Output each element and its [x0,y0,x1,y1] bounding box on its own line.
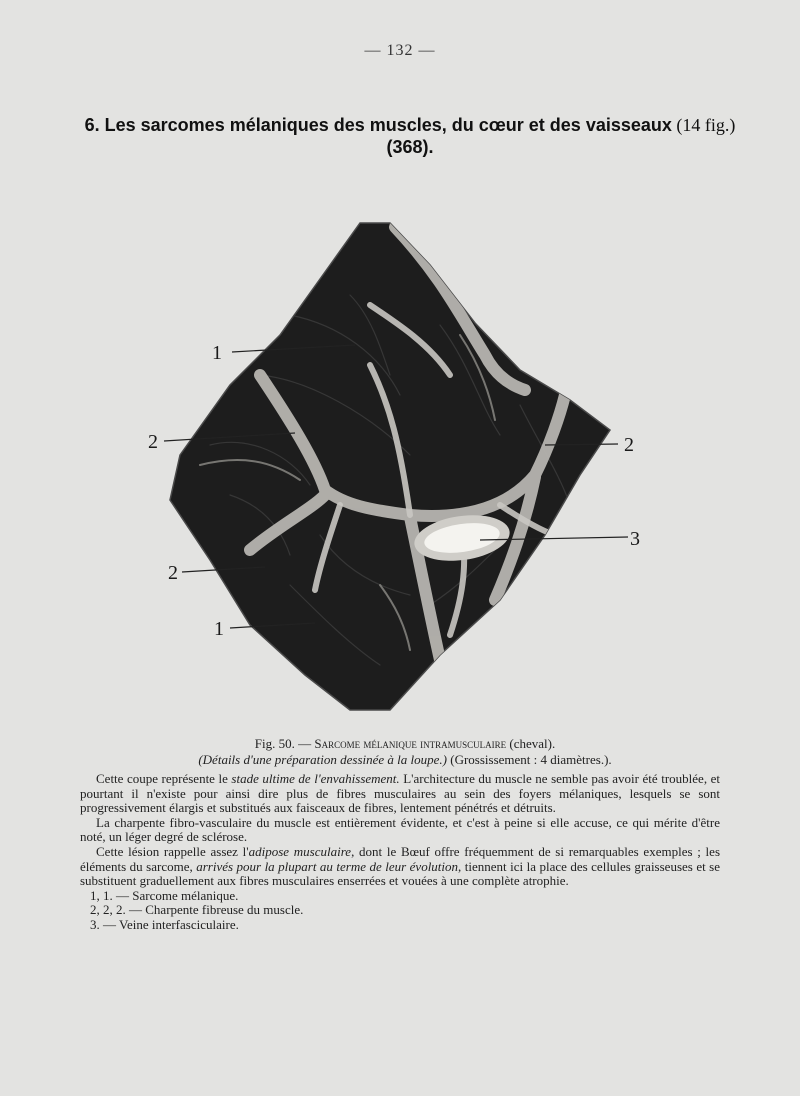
heading-reference: (368). [386,137,434,157]
label-2-left-lower: 2 [168,562,178,584]
heading-figure-count: (14 fig.) [676,115,736,135]
histology-illustration [140,205,660,725]
legend-item-2: 2, 2, 2. — Charpente fibreuse du muscle. [90,902,304,918]
heading-title: 6. Les sarcomes mélaniques des muscles, du cœur et des vaisseaux [84,115,672,135]
caption-details: (Détails d'une préparation dessinée à la loupe.) [198,752,448,767]
label-1-bottom: 1 [214,618,224,640]
paragraph-2: La charpente fibro-vasculaire du muscle est entièrement évidente, et c'est à peine si elle accuse, ce qui mérite d'être noté, un léger degré de sclérose. [80,814,720,845]
label-3: 3 [630,528,640,550]
caption-line-1 [80,736,730,752]
legend-item-3: 3. — Veine interfasciculaire. [90,916,239,932]
label-1-top: 1 [212,342,222,364]
paragraph-1: Cette coupe représente le stade ultime de l'envahissement. L'architecture du muscle ne semble pas avoir été troublée, et pourtant il n'existe pour ainsi dire plus de fibres musculaires au sein des foyers mélaniques, lesquels se sont progressivement élargis et substitués aux faisceaux de fibres, lentement pénétrés et détruits. [80,771,720,816]
paragraph-3: Cette lésion rappelle assez l'adipose musculaire, dont le Bœuf offre fréquemment de si remarquables exemples ; les éléments du sarcome, arrivés pour la plupart au terme de leur évolution, tiennent ici la place des cellules graisseuses et se substituent graduellement aux fibres musculaires enserrées et vouées à une complète atrophie. [80,843,721,889]
body-text [80,772,720,933]
label-2-left-upper: 2 [148,431,158,453]
figure-caption [80,736,730,768]
caption-suffix: (cheval). [506,736,556,751]
label-2-right: 2 [624,434,634,456]
caption-prefix: Fig. 50. — [254,736,315,751]
histology-figure [140,205,660,725]
caption-line-2 [80,752,730,768]
section-heading [60,114,760,158]
page-number: — 132 — [364,42,436,59]
caption-title: Sarcome mélanique intramusculaire [314,736,507,751]
caption-magnification: (Grossissement : 4 diamètres.). [447,752,612,767]
legend-item-1: 1, 1. — Sarcome mélanique. [90,887,239,903]
